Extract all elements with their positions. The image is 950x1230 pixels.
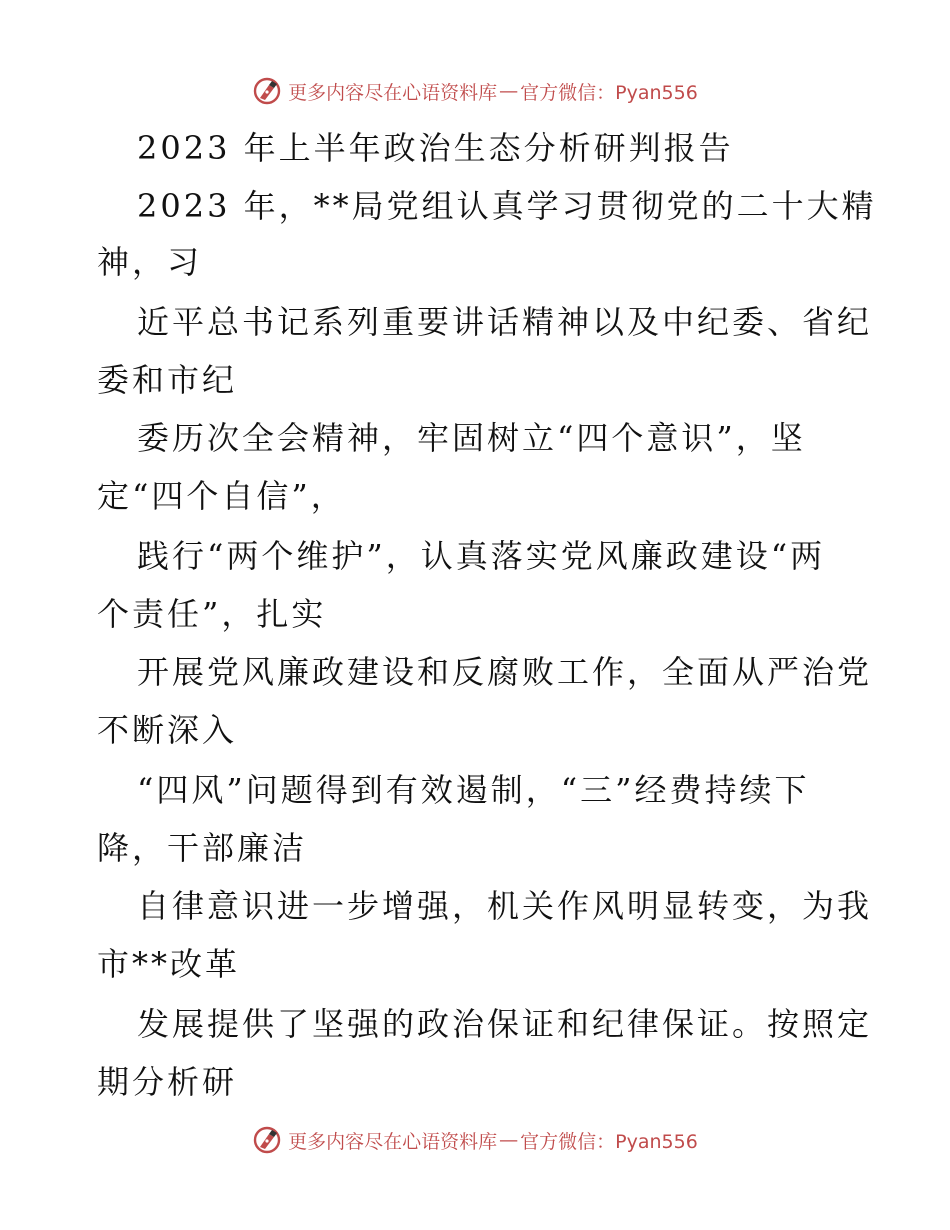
banner-separator: — xyxy=(499,80,519,102)
paragraph-line: 期分析研 xyxy=(97,1063,238,1101)
paragraph-line: 自律意识进一步增强，机关作风明显转变，为我 xyxy=(137,887,873,925)
paragraph-line: 市**改革 xyxy=(97,945,241,983)
header-banner xyxy=(0,71,950,111)
banner-text: 更多内容尽在心语资料库 xyxy=(288,1130,498,1153)
paragraph-line: 不断深入 xyxy=(97,711,238,749)
paragraph-line: 2023 年，**局党组认真学习贯彻党的二十大精 xyxy=(137,187,877,225)
paragraph-line: 神，习 xyxy=(97,243,203,281)
footer-banner xyxy=(0,1120,950,1160)
paragraph-line: “四风”问题得到有效遏制，“三”经费持续下 xyxy=(137,771,810,809)
banner-separator: — xyxy=(499,1129,519,1151)
paragraph-line: 个责任”，扎实 xyxy=(97,595,327,633)
paragraph-line: 委和市纪 xyxy=(97,361,238,399)
banner-contact: 官方微信：Pyan556 xyxy=(520,81,698,104)
pen-nib-icon xyxy=(252,76,282,106)
paragraph-line: 委历次全会精神，牢固树立“四个意识”，坚 xyxy=(137,419,806,457)
paragraph-line: 定“四个自信”， xyxy=(97,477,346,515)
banner-contact: 官方微信：Pyan556 xyxy=(520,1130,698,1153)
paragraph-line: 降，干部廉洁 xyxy=(97,829,308,867)
pen-nib-icon xyxy=(252,1125,282,1155)
document-title: 2023 年上半年政治生态分析研判报告 xyxy=(137,129,734,167)
paragraph-line: 发展提供了坚强的政治保证和纪律保证。按照定 xyxy=(137,1005,873,1043)
paragraph-line: 开展党风廉政建设和反腐败工作，全面从严治党 xyxy=(137,653,873,691)
paragraph-line: 近平总书记系列重要讲话精神以及中纪委、省纪 xyxy=(137,303,873,341)
banner-text: 更多内容尽在心语资料库 xyxy=(288,81,498,104)
paragraph-line: 践行“两个维护”，认真落实党风廉政建设“两 xyxy=(137,537,826,575)
